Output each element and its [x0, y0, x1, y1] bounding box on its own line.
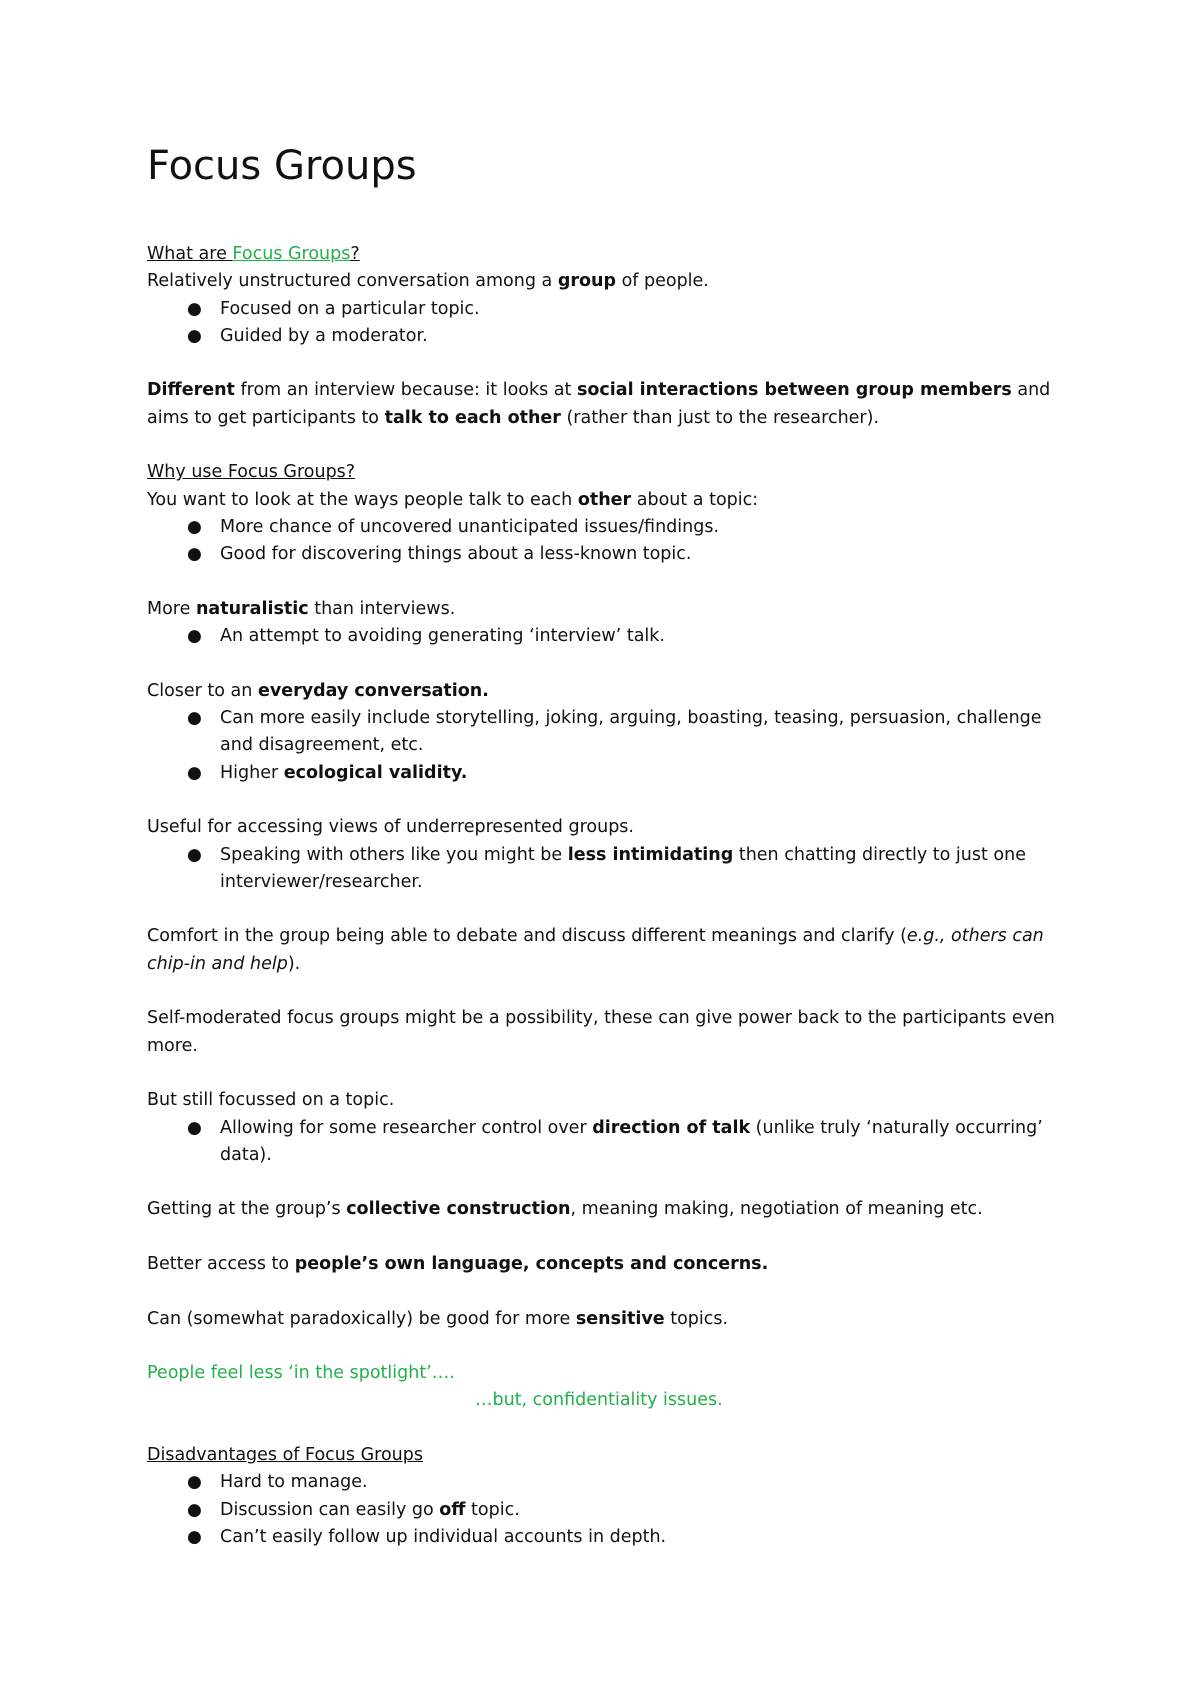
bullet-icon: ●	[187, 544, 202, 565]
section-heading-why	[147, 459, 1077, 486]
heading-text: Disadvantages of Focus Groups	[147, 1445, 423, 1466]
text: Allowing for some researcher control over	[220, 1117, 593, 1138]
section-heading-what	[147, 241, 1077, 268]
list-item	[147, 623, 1077, 650]
text: Speaking with others like you might be	[220, 844, 568, 865]
paragraph	[147, 1196, 1077, 1223]
text: topics.	[664, 1308, 729, 1329]
text: Relatively unstructured conversation among a	[147, 271, 558, 292]
text: ).	[287, 953, 301, 974]
text: than interviews.	[308, 598, 456, 619]
bullet-icon: ●	[187, 516, 202, 537]
text: and aims to get participants to	[147, 380, 1051, 428]
list-item-text: More chance of uncovered unanticipated issues/findings.	[220, 516, 720, 537]
bullet-icon: ●	[187, 708, 202, 729]
list-item-text: Guided by a moderator.	[220, 325, 428, 346]
bullet-icon: ●	[187, 626, 202, 647]
bullet-icon: ●	[187, 1117, 202, 1138]
green-note-line-2: …but, confidentiality issues.	[475, 1390, 723, 1411]
bullet-icon: ●	[187, 762, 202, 783]
paragraph	[147, 487, 1077, 514]
bullet-icon: ●	[187, 844, 202, 865]
bold-text: ecological validity	[283, 762, 461, 783]
list-item-text: Focused on a particular topic.	[220, 298, 480, 319]
document-body	[147, 241, 1077, 1579]
focus-groups-link[interactable]: Focus Groups	[232, 244, 351, 264]
text: Closer to an	[147, 680, 258, 701]
bold-text: talk to each other	[384, 407, 561, 428]
bullet-list	[147, 514, 1077, 569]
list-item	[147, 296, 1077, 323]
text: .	[460, 762, 468, 783]
bold-text: people’s own language, concepts and concerns.	[294, 1253, 769, 1274]
bullet-list	[147, 1469, 1077, 1551]
list-item	[147, 705, 1077, 760]
text: You want to look at the ways people talk to each	[147, 489, 578, 510]
bullet-icon: ●	[187, 325, 202, 346]
paragraph	[147, 1251, 1077, 1278]
paragraph	[147, 1306, 1077, 1333]
list-item	[147, 760, 1077, 787]
list-item	[147, 1115, 1077, 1170]
bold-text: less intimidating	[567, 844, 734, 865]
bullet-list	[147, 705, 1077, 787]
text: , meaning making, negotiation of meaning etc.	[570, 1199, 983, 1220]
text: (rather than just to the researcher).	[560, 407, 880, 428]
bullet-icon: ●	[187, 1526, 202, 1547]
bold-text: Different	[147, 380, 235, 401]
bullet-list	[147, 623, 1077, 650]
text: from an interview because: it looks at	[234, 380, 577, 401]
text: about a topic:	[631, 489, 759, 510]
text: Discussion can easily go	[220, 1499, 440, 1520]
bullet-list	[147, 842, 1077, 897]
bold-text: everyday conversation.	[257, 680, 489, 701]
list-item	[147, 541, 1077, 568]
bullet-list	[147, 1115, 1077, 1170]
paragraph	[147, 814, 1077, 841]
text: Self-moderated focus groups might be a possibility, these can give power back to the participants even more.	[147, 1008, 1055, 1056]
bullet-icon: ●	[187, 1499, 202, 1520]
heading-text: ?	[350, 244, 360, 264]
section-heading-disadvantages	[147, 1442, 1077, 1469]
bullet-icon: ●	[187, 1472, 202, 1493]
bold-text: social interactions between group members	[576, 380, 1012, 401]
text: of people.	[616, 271, 709, 292]
list-item	[147, 323, 1077, 350]
list-item-text: An attempt to avoiding generating ‘interview’ talk.	[220, 626, 665, 647]
bold-text: group	[557, 271, 616, 292]
list-item-text: Can’t easily follow up individual accounts in depth.	[220, 1526, 667, 1547]
bold-text: off	[439, 1499, 466, 1520]
bullet-list	[147, 296, 1077, 351]
text: More	[147, 598, 196, 619]
text: Better access to	[147, 1253, 295, 1274]
italic-text: e.g., others can chip-in and help	[147, 926, 1044, 974]
heading-text: What are	[147, 244, 233, 264]
list-item	[147, 1497, 1077, 1524]
text: Higher	[220, 762, 284, 783]
bullet-icon: ●	[187, 298, 202, 319]
bold-text: naturalistic	[195, 598, 309, 619]
text: Can (somewhat paradoxically) be good for more	[147, 1308, 576, 1329]
bold-text: collective construction	[346, 1199, 571, 1220]
text: Useful for accessing views of underrepresented groups.	[147, 817, 634, 838]
list-item-text: Hard to manage.	[220, 1472, 368, 1493]
paragraph	[147, 377, 1077, 432]
heading-text: Why use Focus Groups?	[147, 462, 356, 483]
list-item-text: Can more easily include storytelling, joking, arguing, boasting, teasing, persuasion, challenge and disagreement, etc.	[220, 708, 1042, 756]
bold-text: other	[577, 489, 632, 510]
text: topic.	[465, 1499, 520, 1520]
list-item	[147, 1469, 1077, 1496]
list-item	[147, 1524, 1077, 1551]
page-title: Focus Groups	[147, 143, 417, 189]
paragraph	[147, 268, 1077, 295]
paragraph	[147, 1005, 1077, 1060]
paragraph	[147, 1087, 1077, 1114]
list-item	[147, 842, 1077, 897]
text: But still focussed on a topic.	[147, 1090, 395, 1111]
text: Getting at the group’s	[147, 1199, 347, 1220]
paragraph	[147, 923, 1077, 978]
bold-text: sensitive	[575, 1308, 665, 1329]
text: then chatting directly to just one interviewer/researcher.	[220, 844, 1026, 892]
text: (unlike truly ‘naturally occurring’ data).	[220, 1117, 1043, 1165]
text: Comfort in the group being able to debate and discuss different meanings and clarify (	[147, 926, 907, 947]
list-item-text: Good for discovering things about a less-known topic.	[220, 544, 692, 565]
paragraph	[147, 678, 1077, 705]
list-item	[147, 514, 1077, 541]
paragraph	[147, 596, 1077, 623]
bold-text: direction of talk	[592, 1117, 751, 1138]
green-note-line-1: People feel less ‘in the spotlight’….	[147, 1363, 455, 1384]
